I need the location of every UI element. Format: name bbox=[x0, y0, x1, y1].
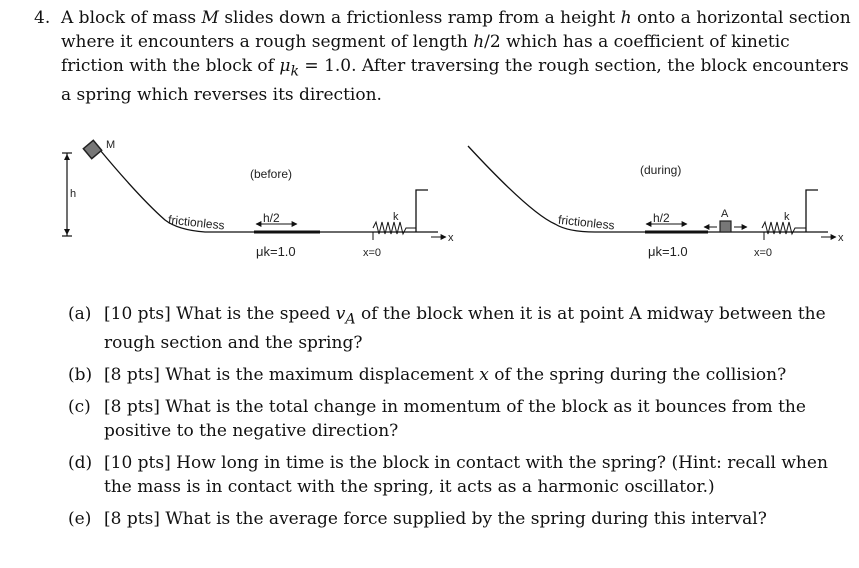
caption-before: (before) bbox=[250, 167, 293, 181]
rough-length-label: h/2 bbox=[263, 211, 280, 225]
frictionless-label-during: frictionless bbox=[557, 212, 616, 233]
height-variable: h bbox=[620, 8, 632, 28]
height-label: h bbox=[70, 188, 77, 200]
displacement-variable: x bbox=[479, 365, 489, 386]
mass-variable: M bbox=[201, 8, 219, 28]
part-d: (d) [10 pts] How long in time is the block in contact with the spring? (Hint: recall when the mass is in contact with the spring, it acts as a harmonic oscillator.) bbox=[68, 453, 828, 498]
point-a-label: A bbox=[721, 208, 729, 220]
problem-number: 4. bbox=[34, 8, 51, 28]
wall bbox=[416, 190, 428, 232]
origin-label-during: x=0 bbox=[754, 247, 773, 259]
figure bbox=[0, 128, 859, 278]
origin-label: x=0 bbox=[363, 247, 382, 259]
wall-during bbox=[806, 190, 818, 232]
spring-label: k bbox=[393, 211, 399, 223]
before-panel bbox=[62, 139, 454, 259]
ramp-spring-diagram bbox=[0, 128, 859, 278]
x-axis-label-during: x bbox=[838, 232, 844, 244]
caption-during: (during) bbox=[640, 163, 682, 177]
mass-block bbox=[83, 140, 101, 158]
ramp-surface-during bbox=[468, 146, 828, 232]
part-a: (a) [10 pts] What is the speed $v_A$ of the block when it is at point A midway between the rough section and the spring? bbox=[68, 304, 826, 354]
velocity-variable: v bbox=[335, 304, 346, 324]
mass-block-during bbox=[720, 221, 731, 232]
part-b: (b) [8 pts] What is the maximum displacement x of the spring during the collision? bbox=[68, 365, 787, 386]
mass-label: M bbox=[106, 139, 116, 151]
part-e: (e) [8 pts] What is the average force supplied by the spring during this interval? bbox=[68, 509, 767, 530]
mu-label: μk=1.0 bbox=[256, 244, 296, 259]
problem-4 bbox=[34, 6, 854, 107]
spring-label-during: k bbox=[784, 211, 790, 223]
mu-label-during: μk=1.0 bbox=[648, 244, 688, 259]
part-c: (c) [8 pts] What is the total change in momentum of the block as it bounces from the positive to the negative direction? bbox=[68, 397, 806, 442]
x-axis-label: x bbox=[448, 232, 454, 244]
mu-variable: μ bbox=[279, 56, 291, 76]
problem-statement: A block of mass M slides down a frictionless ramp from a height h onto a horizontal section where it encounters a rough segment of length h/2 which has a coefficient of kinetic friction with the block of $\mu_k = 1.0$. After traversing the rough section, the block encounters a spring which reverses its direction. bbox=[61, 8, 851, 106]
during-panel bbox=[468, 146, 844, 259]
problem-parts bbox=[68, 302, 854, 539]
rough-length-label-during: h/2 bbox=[653, 211, 670, 225]
frictionless-label: frictionless bbox=[167, 212, 226, 233]
